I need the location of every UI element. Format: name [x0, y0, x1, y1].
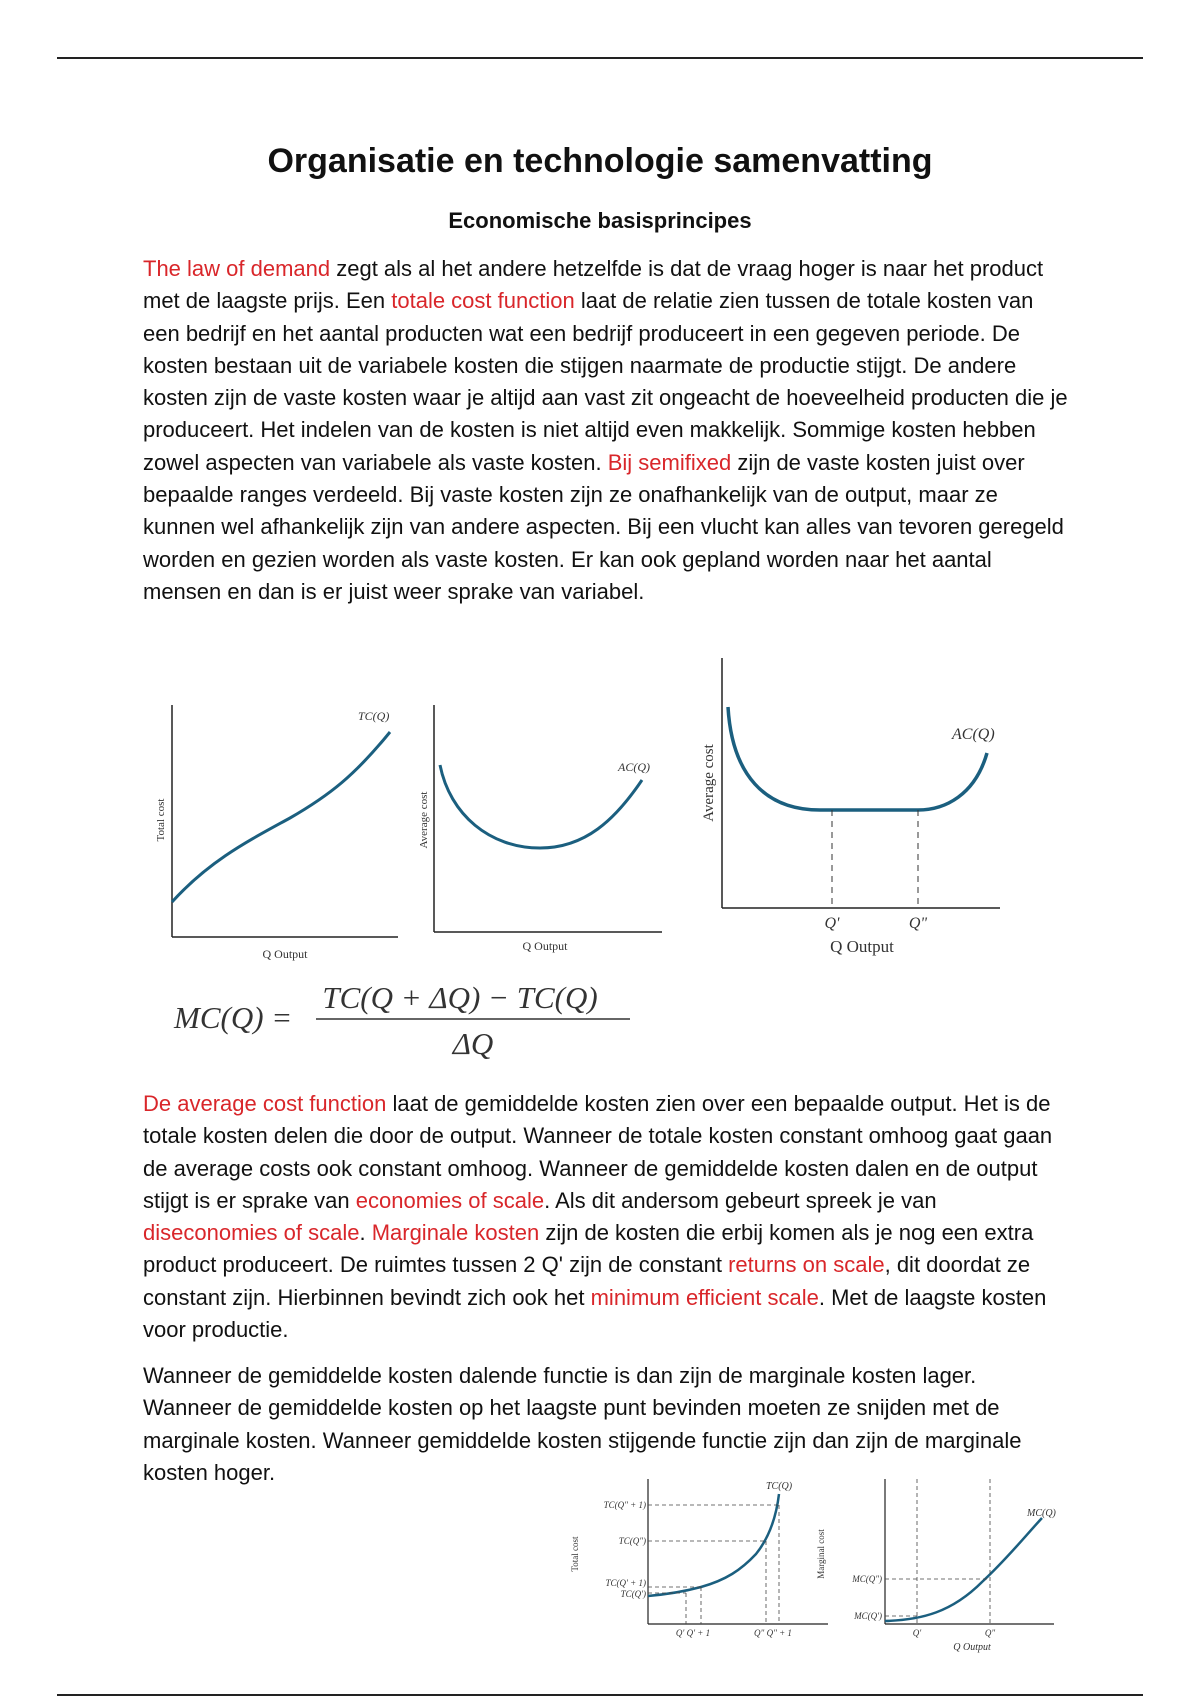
top-rule: [57, 57, 1143, 59]
y-tick-label: TC(Q' + 1): [605, 1578, 646, 1588]
term-marginale-kosten: Marginale kosten: [371, 1220, 540, 1246]
x-axis-label: Q Output: [262, 947, 308, 961]
marginal-cost-formula: [170, 975, 650, 1065]
page-title: Organisatie en technologie samenvatting: [267, 142, 933, 180]
text-run: laat de relatie zien tussen de totale kosten van een bedrijf en het aantal producten wat een bedrijf produceert in een gegeven periode. De kosten bestaan uit de variabele kosten die stijgen naarmate de productie stijgt. De andere kosten zijn de vaste kosten waar je altijd aan vast zit ongeacht de hoeveelheid producten die je produceert. Het indelen van de kosten is niet altijd even makkelijk. Sommige kosten hebben zowel aspecten van variabele als vaste kosten.: [143, 288, 1068, 475]
term-diseconomies-of-scale: diseconomies of scale: [143, 1220, 360, 1246]
x-tick-label: Q" Q" + 1: [754, 1628, 792, 1638]
q2-label: Q": [908, 915, 928, 932]
y-axis-label: Total cost: [155, 798, 167, 842]
term-law-of-demand: The law of demand: [143, 256, 331, 281]
average-cost-flat-chart: [700, 655, 1010, 960]
x-tick-label: Q": [984, 1628, 996, 1638]
text-run: , dit doordat ze constant zijn. Hierbinnen bevindt zich ook het: [143, 1252, 1031, 1310]
marginal-cost-chart: [812, 1474, 1062, 1664]
tc-curve-label: TC(Q): [766, 1481, 793, 1492]
ac-curve-label: AC(Q): [618, 760, 650, 774]
formula-lhs: MC(Q) =: [174, 1000, 293, 1035]
term-semifixed: Bij semifixed: [607, 449, 732, 475]
y-tick-label: TC(Q"): [618, 1536, 646, 1546]
y-tick-label: TC(Q" + 1): [603, 1500, 646, 1510]
text-run: zegt als al het andere hetzelfde is dat de vraag hoger is naar het product met de laagste prijs. Een: [143, 256, 1044, 314]
term-minimum-efficient-scale: minimum efficient scale: [590, 1284, 819, 1310]
y-axis-label: Total cost: [570, 1536, 580, 1572]
text-run: zijn de vaste kosten juist over bepaalde ranges verdeeld. Bij vaste kosten zijn ze onafhankelijk van de output, maar ze kunnen wel afhankelijk zijn van andere aspecten. Bij een vlucht kan alles van tevoren geregeld worden en gezien worden als vaste kosten. Er kan ook gepland worden naar het aantal mensen en dan is er juist weer sprake van variabel.: [143, 449, 1064, 604]
mc-curve-label: MC(Q): [1027, 1508, 1056, 1519]
text-run: . Als dit andersom gebeurt spreek je van: [544, 1187, 937, 1213]
total-cost-detail-chart: [566, 1474, 836, 1664]
mc-curve: [885, 1518, 1042, 1621]
y-axis-label: Marginal cost: [816, 1529, 826, 1579]
tc-curve-label: TC(Q): [358, 709, 390, 723]
term-economies-of-scale: economies of scale: [355, 1187, 545, 1213]
y-axis-label: Average cost: [701, 744, 717, 822]
paragraph-marginal-cost: Wanneer de gemiddelde kosten dalende functie is dan zijn de marginale kosten lager. Wanneer de gemiddelde kosten op het laagste punt bevinden moeten ze snijden met de marginale kosten. Wanneer gemiddelde kosten stijgende functie zijn dan zijn de marginale kosten hoger.: [143, 1363, 1022, 1485]
paragraph-average-cost: [143, 1088, 1073, 1346]
x-tick-label: Q' Q' + 1: [675, 1628, 711, 1638]
ac-curve: [728, 707, 987, 810]
text-run: . Met de laagste kosten voor productie.: [143, 1284, 1047, 1343]
ac-curve: [440, 765, 642, 848]
x-tick-label: Q': [912, 1628, 922, 1638]
formula-numerator: TC(Q + ΔQ) − TC(Q): [322, 980, 598, 1015]
term-total-cost-function: totale cost function: [391, 288, 575, 314]
tc-curve: [648, 1494, 779, 1596]
x-axis-label: Q Output: [522, 939, 568, 953]
y-axis-label: Average cost: [418, 791, 430, 849]
tc-curve: [172, 732, 390, 902]
y-tick-label: MC(Q"): [852, 1574, 882, 1584]
y-tick-label: MC(Q'): [854, 1611, 882, 1621]
term-average-cost-function: De average cost function: [143, 1091, 387, 1116]
text-run: laat de gemiddelde kosten zien over een bepaalde output. Het is de totale kosten delen die door de output. Wanneer de totale kosten constant omhoog gaat gaan de average costs ook constant omhoog. Wanneer de gemiddelde kosten dalen en de output stijgt is er sprake van: [143, 1091, 1053, 1213]
x-axis-label: Q Output: [830, 937, 894, 956]
term-returns-on-scale: returns on scale: [728, 1252, 885, 1278]
text-run: .: [359, 1220, 372, 1246]
paragraph-intro: [143, 253, 1073, 608]
average-cost-chart: [410, 700, 670, 953]
x-axis-label: Q Output: [953, 1642, 991, 1653]
section-heading: Economische basisprincipes: [448, 208, 752, 233]
formula-denominator: ΔQ: [452, 1026, 494, 1061]
ac-curve-label: AC(Q): [952, 726, 995, 743]
text-run: zijn de kosten die erbij komen als je nog een extra product produceert. De ruimtes tussen 2 Q' zijn de constant: [143, 1220, 1034, 1278]
total-cost-chart: [150, 690, 410, 960]
bottom-rule: [57, 1694, 1143, 1696]
y-tick-label: TC(Q'): [620, 1589, 646, 1599]
q1-label: Q': [824, 915, 840, 932]
